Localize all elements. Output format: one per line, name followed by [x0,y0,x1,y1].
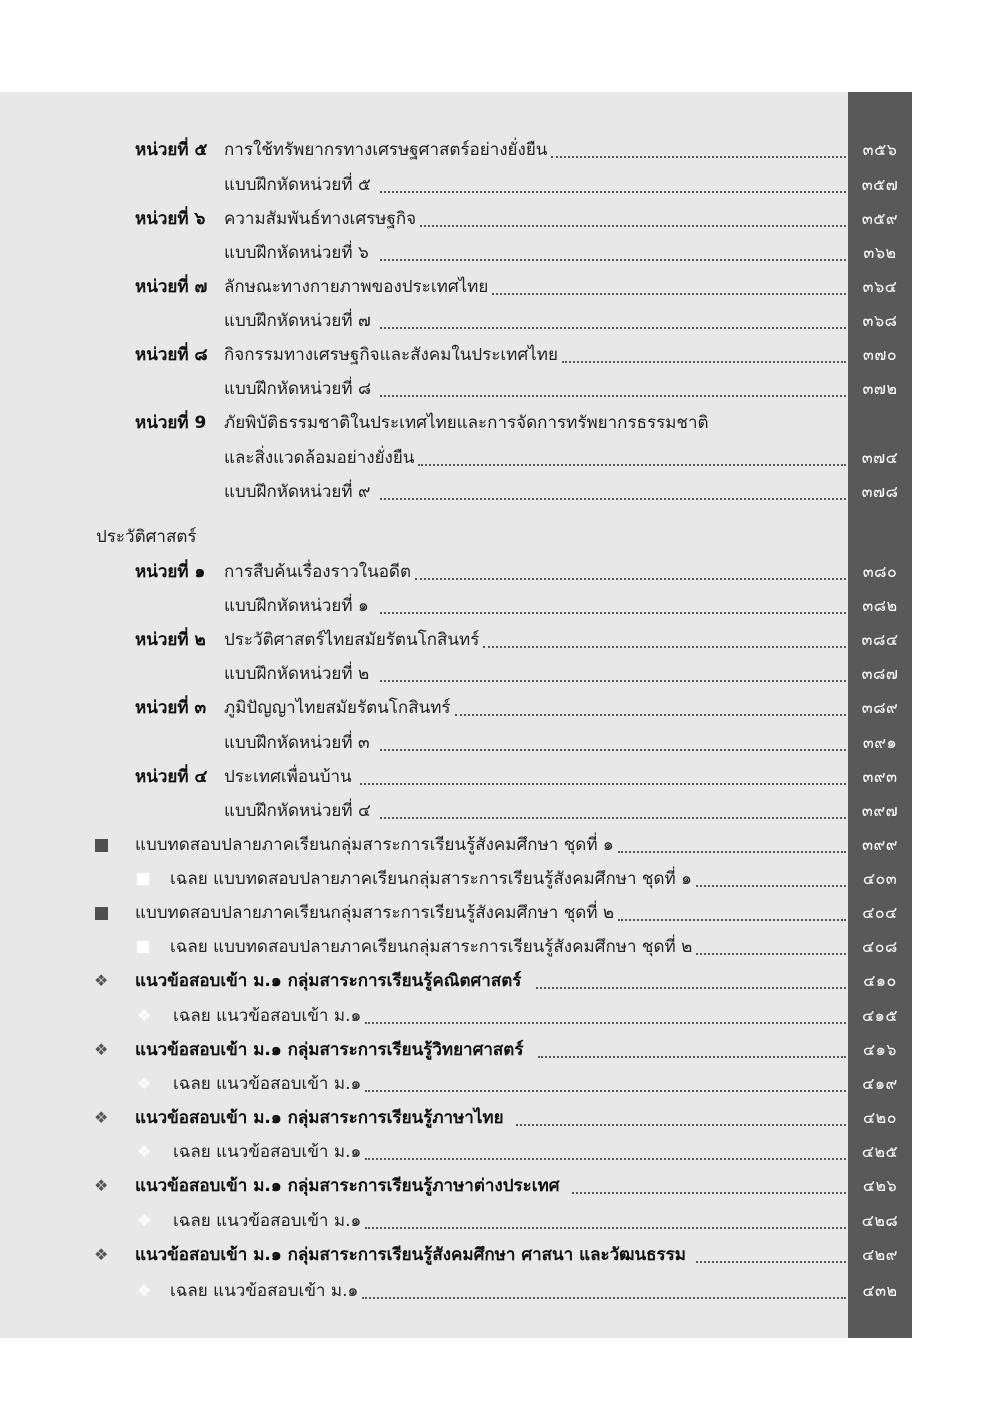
page-number: ๓๕๙ [861,209,899,228]
toc-entry[interactable] [0,135,912,165]
dot-leader [562,361,846,363]
toc-entry[interactable] [0,864,912,894]
entry-title: เฉลย แบบทดสอบปลายภาคเรียนกลุ่มสาระการเรียนรู้สังคมศึกษา ชุดที่ ๒ [170,937,693,957]
toc-entry[interactable] [0,625,912,655]
page-number: ๓๘๒ [862,596,898,615]
diamond-bullet-icon: ❖ [94,1176,109,1195]
toc-entry[interactable] [0,1103,912,1133]
toc-entry[interactable] [0,340,912,370]
entry-title: ภัยพิบัติธรรมชาติในประเทศไทยและการจัดการทรัพยากรธรรมชาติ [224,413,709,433]
entry-title: ความสัมพันธ์ทางเศรษฐกิจ [224,209,417,229]
dot-leader [380,191,846,193]
dot-leader [536,987,846,989]
page-number: ๓๙๓ [862,767,898,786]
square-bullet-icon [95,830,108,862]
entry-title: เฉลย แนวข้อสอบเข้า ม.๑ [173,1142,362,1162]
dot-leader [365,1022,846,1024]
toc-entry[interactable] [0,830,912,860]
entry-title: แบบทดสอบปลายภาคเรียนกลุ่มสาระการเรียนรู้สังคมศึกษา ชุดที่ ๒ [135,903,615,923]
section-header-history: ประวัติศาสตร์ [96,527,197,547]
toc-entry[interactable] [0,408,912,438]
page-number: ๓๗๒ [862,379,898,398]
page-number: ๓๕๗ [861,175,899,194]
dot-leader [618,851,846,853]
square-bullet-icon [137,932,149,963]
unit-label: หน่วยที่ ๑ [135,562,206,582]
page-number: ๔๒๐ [863,1108,897,1127]
entry-title: แบบทดสอบปลายภาคเรียนกลุ่มสาระการเรียนรู้สังคมศึกษา ชุดที่ ๑ [135,835,614,855]
dot-leader [492,293,846,295]
entry-title: กิจกรรมทางเศรษฐกิจและสังคมในประเทศไทย [224,345,558,365]
dot-leader [380,327,846,329]
entry-title: แนวข้อสอบเข้า ม.๑ กลุ่มสาระการเรียนรู้สังคมศึกษา ศาสนา และวัฒนธรรม [135,1245,687,1265]
unit-label: หน่วยที่ 9 [135,413,207,433]
page-number: ๔๐๘ [862,937,898,956]
page-number: ๓๘๐ [862,562,898,581]
dot-leader [572,1192,846,1194]
entry-title: แบบฝึกหัดหน่วยที่ ๔ [224,801,371,821]
toc-entry[interactable] [0,1240,912,1270]
dot-leader [696,953,846,955]
entry-title: เฉลย แบบทดสอบปลายภาคเรียนกลุ่มสาระการเรียนรู้สังคมศึกษา ชุดที่ ๑ [170,869,692,889]
dot-leader [360,783,846,785]
entry-title: แนวข้อสอบเข้า ม.๑ กลุ่มสาระการเรียนรู้วิทยาศาสตร์ [135,1040,524,1060]
entry-title: เฉลย แนวข้อสอบเข้า ม.๑ [173,1211,362,1231]
dot-leader [380,749,846,751]
dot-leader [455,714,846,716]
toc-entry[interactable] [0,591,912,621]
dot-leader [418,464,846,466]
page-number: ๔๐๔ [862,903,898,922]
entry-title: แบบฝึกหัดหน่วยที่ ๖ [224,243,369,263]
toc-entry[interactable] [0,1276,912,1306]
dot-leader [380,259,846,261]
entry-title: ประวัติศาสตร์ไทยสมัยรัตนโกสินทร์ [224,630,480,650]
entry-title: แนวข้อสอบเข้า ม.๑ กลุ่มสาระการเรียนรู้ภาษาต่างประเทศ [135,1176,560,1196]
dot-leader [696,885,846,887]
dot-leader [380,817,846,819]
toc-entry[interactable] [0,1035,912,1065]
dot-leader [380,498,846,500]
unit-label: หน่วยที่ ๗ [135,277,208,297]
page-number: ๔๑๕ [862,1006,898,1025]
page-number: ๔๒๖ [862,1176,898,1195]
page-number: ๓๘๔ [861,630,899,649]
dot-leader [380,395,846,397]
page-number: ๔๒๙ [862,1245,898,1264]
page-number: ๔๒๘ [861,1211,899,1230]
toc-entry[interactable] [0,762,912,792]
toc-entry[interactable] [0,272,912,302]
entry-title: ภูมิปัญญาไทยสมัยรัตนโกสินทร์ [224,698,451,718]
toc-entry[interactable] [0,728,912,758]
dot-leader [551,156,846,158]
toc-entry[interactable] [0,477,912,507]
entry-title: ลักษณะทางกายภาพของประเทศไทย [224,277,489,297]
page-number: ๓๖๔ [862,277,898,296]
dot-leader [365,1158,846,1160]
square-bullet-icon [95,898,108,930]
page-number: ๓๙๗ [861,801,899,820]
diamond-bullet-icon: ❖ [94,1108,109,1127]
page-number: ๓๕๖ [862,140,898,159]
toc-entry[interactable] [0,898,912,928]
toc-entry[interactable] [0,1206,912,1236]
diamond-bullet-icon: ❖ [137,1211,152,1230]
diamond-bullet-icon: ❖ [94,971,109,990]
toc-entry[interactable] [0,693,912,723]
entry-title: แบบฝึกหัดหน่วยที่ ๕ [224,175,371,195]
entry-title: แบบฝึกหัดหน่วยที่ ๘ [224,379,372,399]
dot-leader [380,612,846,614]
page-number: ๔๑๐ [863,971,897,990]
toc-entry[interactable] [0,1001,912,1031]
diamond-bullet-icon: ❖ [137,1074,152,1093]
toc-entry[interactable] [0,659,912,689]
entry-title: แนวข้อสอบเข้า ม.๑ กลุ่มสาระการเรียนรู้คณิตศาสตร์ [135,971,522,991]
page-number: ๔๓๒ [862,1281,898,1300]
page-number: ๓๘๙ [861,698,899,717]
dot-leader [415,578,846,580]
page-number: ๔๐๓ [862,869,898,888]
entry-title: แนวข้อสอบเข้า ม.๑ กลุ่มสาระการเรียนรู้ภาษาไทย [135,1108,504,1128]
entry-title: การใช้ทรัพยากรทางเศรษฐศาสตร์อย่างยั่งยืน [224,140,548,160]
page-number: ๓๖๒ [863,243,897,262]
unit-label: หน่วยที่ ๖ [135,209,206,229]
entry-title: แบบฝึกหัดหน่วยที่ ๑ [224,596,369,616]
diamond-bullet-icon: ❖ [137,1281,152,1300]
page-number: ๔๒๕ [861,1142,899,1161]
toc-entry[interactable] [0,1171,912,1201]
entry-title: เฉลย แนวข้อสอบเข้า ม.๑ [173,1074,362,1094]
page-number: ๓๗๘ [861,482,899,501]
toc-entry[interactable] [0,1069,912,1099]
unit-label: หน่วยที่ ๕ [135,140,208,160]
toc-entry[interactable] [0,443,912,473]
diamond-bullet-icon: ❖ [94,1040,109,1059]
entry-title: เฉลย แนวข้อสอบเข้า ม.๑ [170,1281,359,1301]
square-bullet-icon [137,864,149,895]
page-number: ๓๘๗ [861,664,899,683]
diamond-bullet-icon: ❖ [137,1142,152,1161]
page-number: ๓๙๙ [862,835,898,854]
dot-leader [538,1056,846,1058]
entry-title: ประเทศเพื่อนบ้าน [224,767,352,787]
dot-leader [516,1124,846,1126]
dot-leader [420,225,846,227]
diamond-bullet-icon: ❖ [137,1006,152,1025]
page-number: ๓๙๑ [862,733,898,752]
page-number: ๓๖๘ [862,311,898,330]
entry-title: แบบฝึกหัดหน่วยที่ ๓ [224,733,370,753]
dot-leader [365,1227,846,1229]
toc-entry[interactable] [0,1137,912,1167]
dot-leader [362,1297,846,1299]
toc-entry[interactable] [0,557,912,587]
toc-entry[interactable] [0,796,912,826]
dot-leader [696,1261,846,1263]
toc-entry[interactable] [0,204,912,234]
entry-title: แบบฝึกหัดหน่วยที่ ๒ [224,664,370,684]
dot-leader [483,646,846,648]
toc-entry[interactable] [0,306,912,336]
page-number: ๔๑๖ [863,1040,897,1059]
entry-title: เฉลย แนวข้อสอบเข้า ม.๑ [173,1006,362,1026]
entry-title: การสืบค้นเรื่องราวในอดีต [224,562,412,582]
dot-leader [618,919,846,921]
unit-label: หน่วยที่ ๓ [135,698,207,718]
toc-entry[interactable] [0,966,912,996]
dot-leader [365,1090,846,1092]
page-number: ๔๑๙ [862,1074,898,1093]
diamond-bullet-icon: ❖ [94,1245,109,1264]
toc-entry[interactable] [0,238,912,268]
dot-leader [380,680,846,682]
unit-label: หน่วยที่ ๔ [135,767,208,787]
toc-entry[interactable] [0,170,912,200]
entry-title: แบบฝึกหัดหน่วยที่ ๗ [224,311,371,331]
unit-label: หน่วยที่ ๘ [135,345,208,365]
page-number: ๓๗๐ [862,345,898,364]
toc-entry[interactable] [0,374,912,404]
entry-title: และสิ่งแวดล้อมอย่างยั่งยืน [224,448,415,468]
toc-entry[interactable] [0,932,912,962]
page-number: ๓๗๔ [861,448,899,467]
entry-title: แบบฝึกหัดหน่วยที่ ๙ [224,482,371,502]
unit-label: หน่วยที่ ๒ [135,630,206,650]
